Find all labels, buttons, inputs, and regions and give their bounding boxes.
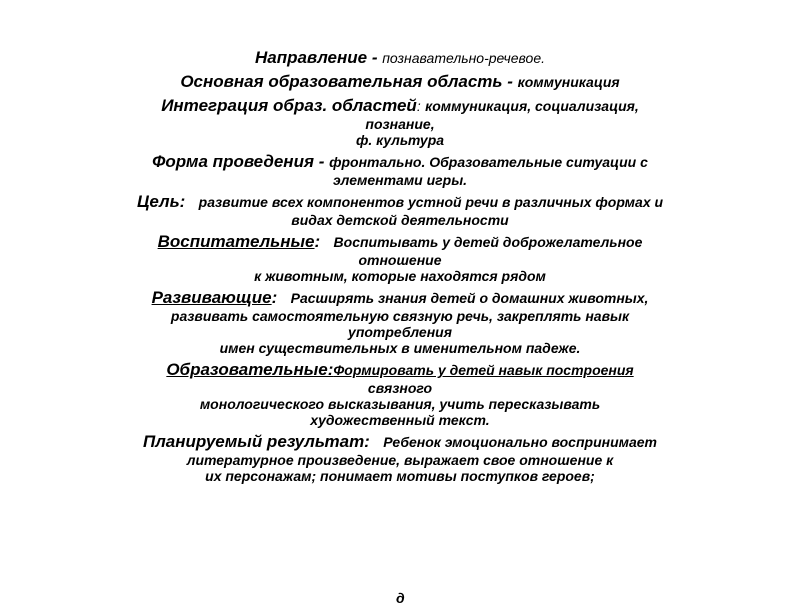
result-label: Планируемый результат:: [142, 432, 370, 451]
area-text: коммуникация: [517, 74, 620, 90]
integration-line-1: коммуникация, социализация,: [425, 98, 639, 114]
result-paragraph: [0, 432, 800, 484]
educational-colon: :: [314, 232, 321, 251]
form-label: Форма проведения: [152, 152, 314, 171]
formative-paragraph: [0, 360, 800, 428]
goal-label: Цель:: [136, 192, 186, 211]
developing-line-4: имен существительных в именительном падеже.: [219, 340, 581, 356]
formative-line-4: художественный текст.: [310, 412, 490, 428]
educational-line-2: отношение: [358, 252, 442, 268]
integration-colon: :: [416, 98, 421, 114]
formative-line-3: монологического высказывания, учить пересказывать: [199, 396, 601, 412]
developing-paragraph: [0, 288, 800, 356]
area-label: Основная образовательная область: [180, 72, 503, 91]
integration-line-3: ф. культура: [355, 132, 445, 148]
form-line-2: элементами игры.: [332, 172, 468, 188]
direction-label: Направление: [254, 48, 368, 67]
result-line-2: литературное произведение, выражает свое отношение к: [186, 452, 614, 468]
educational-line-1: Воспитывать у детей доброжелательное: [333, 234, 643, 250]
result-line-1: Ребенок эмоционально воспринимает: [383, 434, 658, 450]
educational-label: Воспитательные: [157, 232, 315, 251]
educational-paragraph: [0, 232, 800, 284]
developing-line-2: развивать самостоятельную связную речь, закреплять навык: [170, 308, 630, 324]
formative-line-1: Формировать у детей навык построения: [333, 362, 634, 378]
area-dash: -: [502, 72, 518, 91]
educational-line-3: к животным, которые находятся рядом: [254, 268, 546, 284]
formative-label: Образовательные:: [166, 360, 334, 379]
formative-line-2: связного: [367, 380, 433, 396]
developing-line-1: Расширять знания детей о домашних животных,: [290, 290, 649, 306]
form-line-1: фронтально. Образовательные ситуации с: [329, 154, 648, 170]
form-paragraph: [0, 152, 800, 188]
direction-paragraph: [0, 48, 800, 68]
integration-paragraph: [0, 96, 800, 148]
integration-line-2: познание,: [365, 116, 435, 132]
direction-dash: -: [367, 48, 383, 67]
area-paragraph: [0, 72, 800, 92]
integration-label: Интеграция образ. областей: [161, 96, 417, 115]
slide-content: [0, 48, 800, 484]
developing-line-3: употребления: [348, 324, 452, 340]
goal-paragraph: [0, 192, 800, 228]
goal-line-2: видах детской деятельности: [291, 212, 509, 228]
form-dash: -: [313, 152, 330, 171]
result-line-3: их персонажам; понимает мотивы поступков героев;: [205, 468, 595, 484]
developing-colon: :: [271, 288, 278, 307]
goal-line-1: развитие всех компонентов устной речи в различных формах и: [198, 194, 664, 210]
developing-label: Развивающие: [151, 288, 272, 307]
result-line-4-cutoff: д: [396, 590, 405, 606]
direction-text: познавательно-речевое.: [382, 50, 546, 66]
